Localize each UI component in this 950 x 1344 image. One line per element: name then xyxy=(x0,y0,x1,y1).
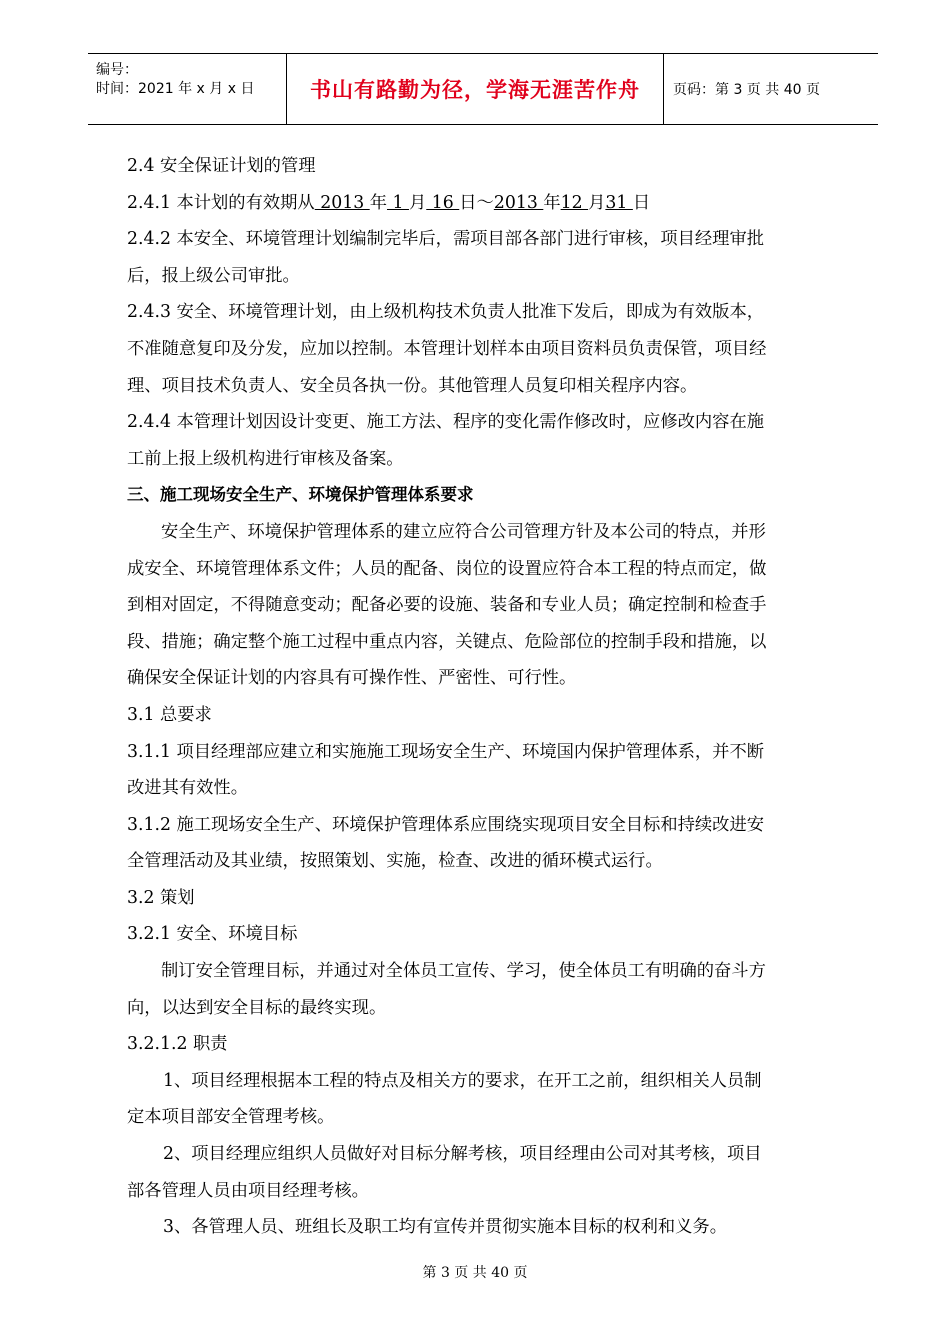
document-body xyxy=(127,148,837,1246)
number-label: 编号： xyxy=(96,62,138,78)
start-month: 1 xyxy=(386,192,409,213)
page-info: 页码：第 3 页 共 40 页 xyxy=(673,82,820,98)
header-page-cell xyxy=(663,54,878,124)
end-month: 12 xyxy=(560,192,589,213)
page-footer: 第 3 页 共 40 页 xyxy=(422,1265,528,1281)
duty-item-2-line: 部各管理人员由项目经理考核。 xyxy=(127,1180,369,1201)
day-char-2: 日 xyxy=(632,192,651,213)
paragraph-2-4-2-line: 后，报上级公司审批。 xyxy=(127,265,300,286)
paragraph-3-2-1-line: 向，以达到安全目标的最终实现。 xyxy=(127,997,387,1018)
start-year: 2013 xyxy=(314,192,370,213)
start-day: 16 xyxy=(426,192,460,213)
motto-text: 书山有路勤为径，学海无涯苦作舟 xyxy=(310,78,640,102)
paragraph-3-2-1-line: 制订安全管理目标，并通过对全体员工宣传、学习，使全体员工有明确的奋斗方 xyxy=(161,961,766,982)
time-label: 时间：2021 年 x 月 x 日 xyxy=(96,81,255,97)
day-tilde: 日～ xyxy=(459,192,494,213)
section-heading-3-2-1: 3.2.1 安全、环境目标 xyxy=(127,924,298,945)
paragraph-2-4-3-line: 理、项目技术负责人、安全员各执一份。其他管理人员复印相关程序内容。 xyxy=(127,375,698,396)
chapter-3-intro-line: 安全生产、环境保护管理体系的建立应符合公司管理方针及本公司的特点，并形 xyxy=(161,521,766,542)
paragraph-2-4-4-line: 工前上报上级机构进行审核及备案。 xyxy=(127,448,404,469)
paragraph-3-1-2-line: 全管理活动及其业绩，按照策划、实施，检查、改进的循环模式运行。 xyxy=(127,851,663,872)
year-char-2: 年 xyxy=(543,192,561,213)
paragraph-3-1-1-line: 3.1.1 项目经理部应建立和实施施工现场安全生产、环境国内保护管理体系，并不断 xyxy=(127,741,765,762)
year-char: 年 xyxy=(369,192,387,213)
duty-item-3: 3、各管理人员、班组长及职工均有宣传并贯彻实施本目标的权利和义务。 xyxy=(163,1217,727,1238)
paragraph-2-4-2-line: 2.4.2 本安全、环境管理计划编制完毕后，需项目部各部门进行审核，项目经理审批 xyxy=(127,229,765,250)
end-day: 31 xyxy=(605,192,633,213)
chapter-3-intro-line: 到相对固定，不得随意变动；配备必要的设施、装备和专业人员；确定控制和检查手 xyxy=(127,595,767,616)
page-header xyxy=(88,53,878,125)
duty-item-1-line: 定本项目部安全管理考核。 xyxy=(127,1107,335,1128)
section-heading-2-4: 2.4 安全保证计划的管理 xyxy=(127,156,316,176)
paragraph-3-1-1-line: 改进其有效性。 xyxy=(127,778,248,799)
duty-item-1-line: 1、项目经理根据本工程的特点及相关方的要求，在开工之前，组织相关人员制 xyxy=(163,1070,762,1091)
paragraph-2-4-1 xyxy=(127,185,837,222)
validity-prefix: 2.4.1 本计划的有效期从 xyxy=(127,192,315,213)
paragraph-3-1-2-line: 3.1.2 施工现场安全生产、环境保护管理体系应围绕实现项目安全目标和持续改进安 xyxy=(127,814,765,835)
paragraph-2-4-3-line: 不准随意复印及分发，应加以控制。本管理计划样本由项目资料员负责保管，项目经 xyxy=(127,338,767,359)
month-char: 月 xyxy=(408,192,427,213)
chapter-3-title: 三、施工现场安全生产、环境保护管理体系要求 xyxy=(127,485,474,505)
chapter-3-intro-line: 段、措施；确定整个施工过程中重点内容，关键点、危险部位的控制手段和措施，以 xyxy=(127,631,767,652)
end-year: 2013 xyxy=(493,192,544,213)
chapter-3-intro-line: 成安全、环境管理体系文件；人员的配备、岗位的设置应符合本工程的特点而定，做 xyxy=(127,558,767,579)
paragraph-2-4-4-line: 2.4.4 本管理计划因设计变更、施工方法、程序的变化需作修改时，应修改内容在施 xyxy=(127,412,765,433)
section-heading-3-1: 3.1 总要求 xyxy=(127,704,212,725)
paragraph-2-4-3-line: 2.4.3 安全、环境管理计划，由上级机构技术负责人批准下发后，即成为有效版本， xyxy=(127,302,765,323)
month-char-2: 月 xyxy=(588,192,606,213)
header-motto-cell xyxy=(286,54,664,124)
chapter-3-intro-line: 确保安全保证计划的内容具有可操作性、严密性、可行性。 xyxy=(127,668,577,689)
duty-item-2-line: 2、项目经理应组织人员做好对目标分解考核，项目经理由公司对其考核，项目 xyxy=(163,1144,762,1165)
section-heading-3-2-1-2: 3.2.1.2 职责 xyxy=(127,1034,228,1055)
section-heading-3-2: 3.2 策划 xyxy=(127,887,195,908)
header-left-cell xyxy=(88,54,286,124)
